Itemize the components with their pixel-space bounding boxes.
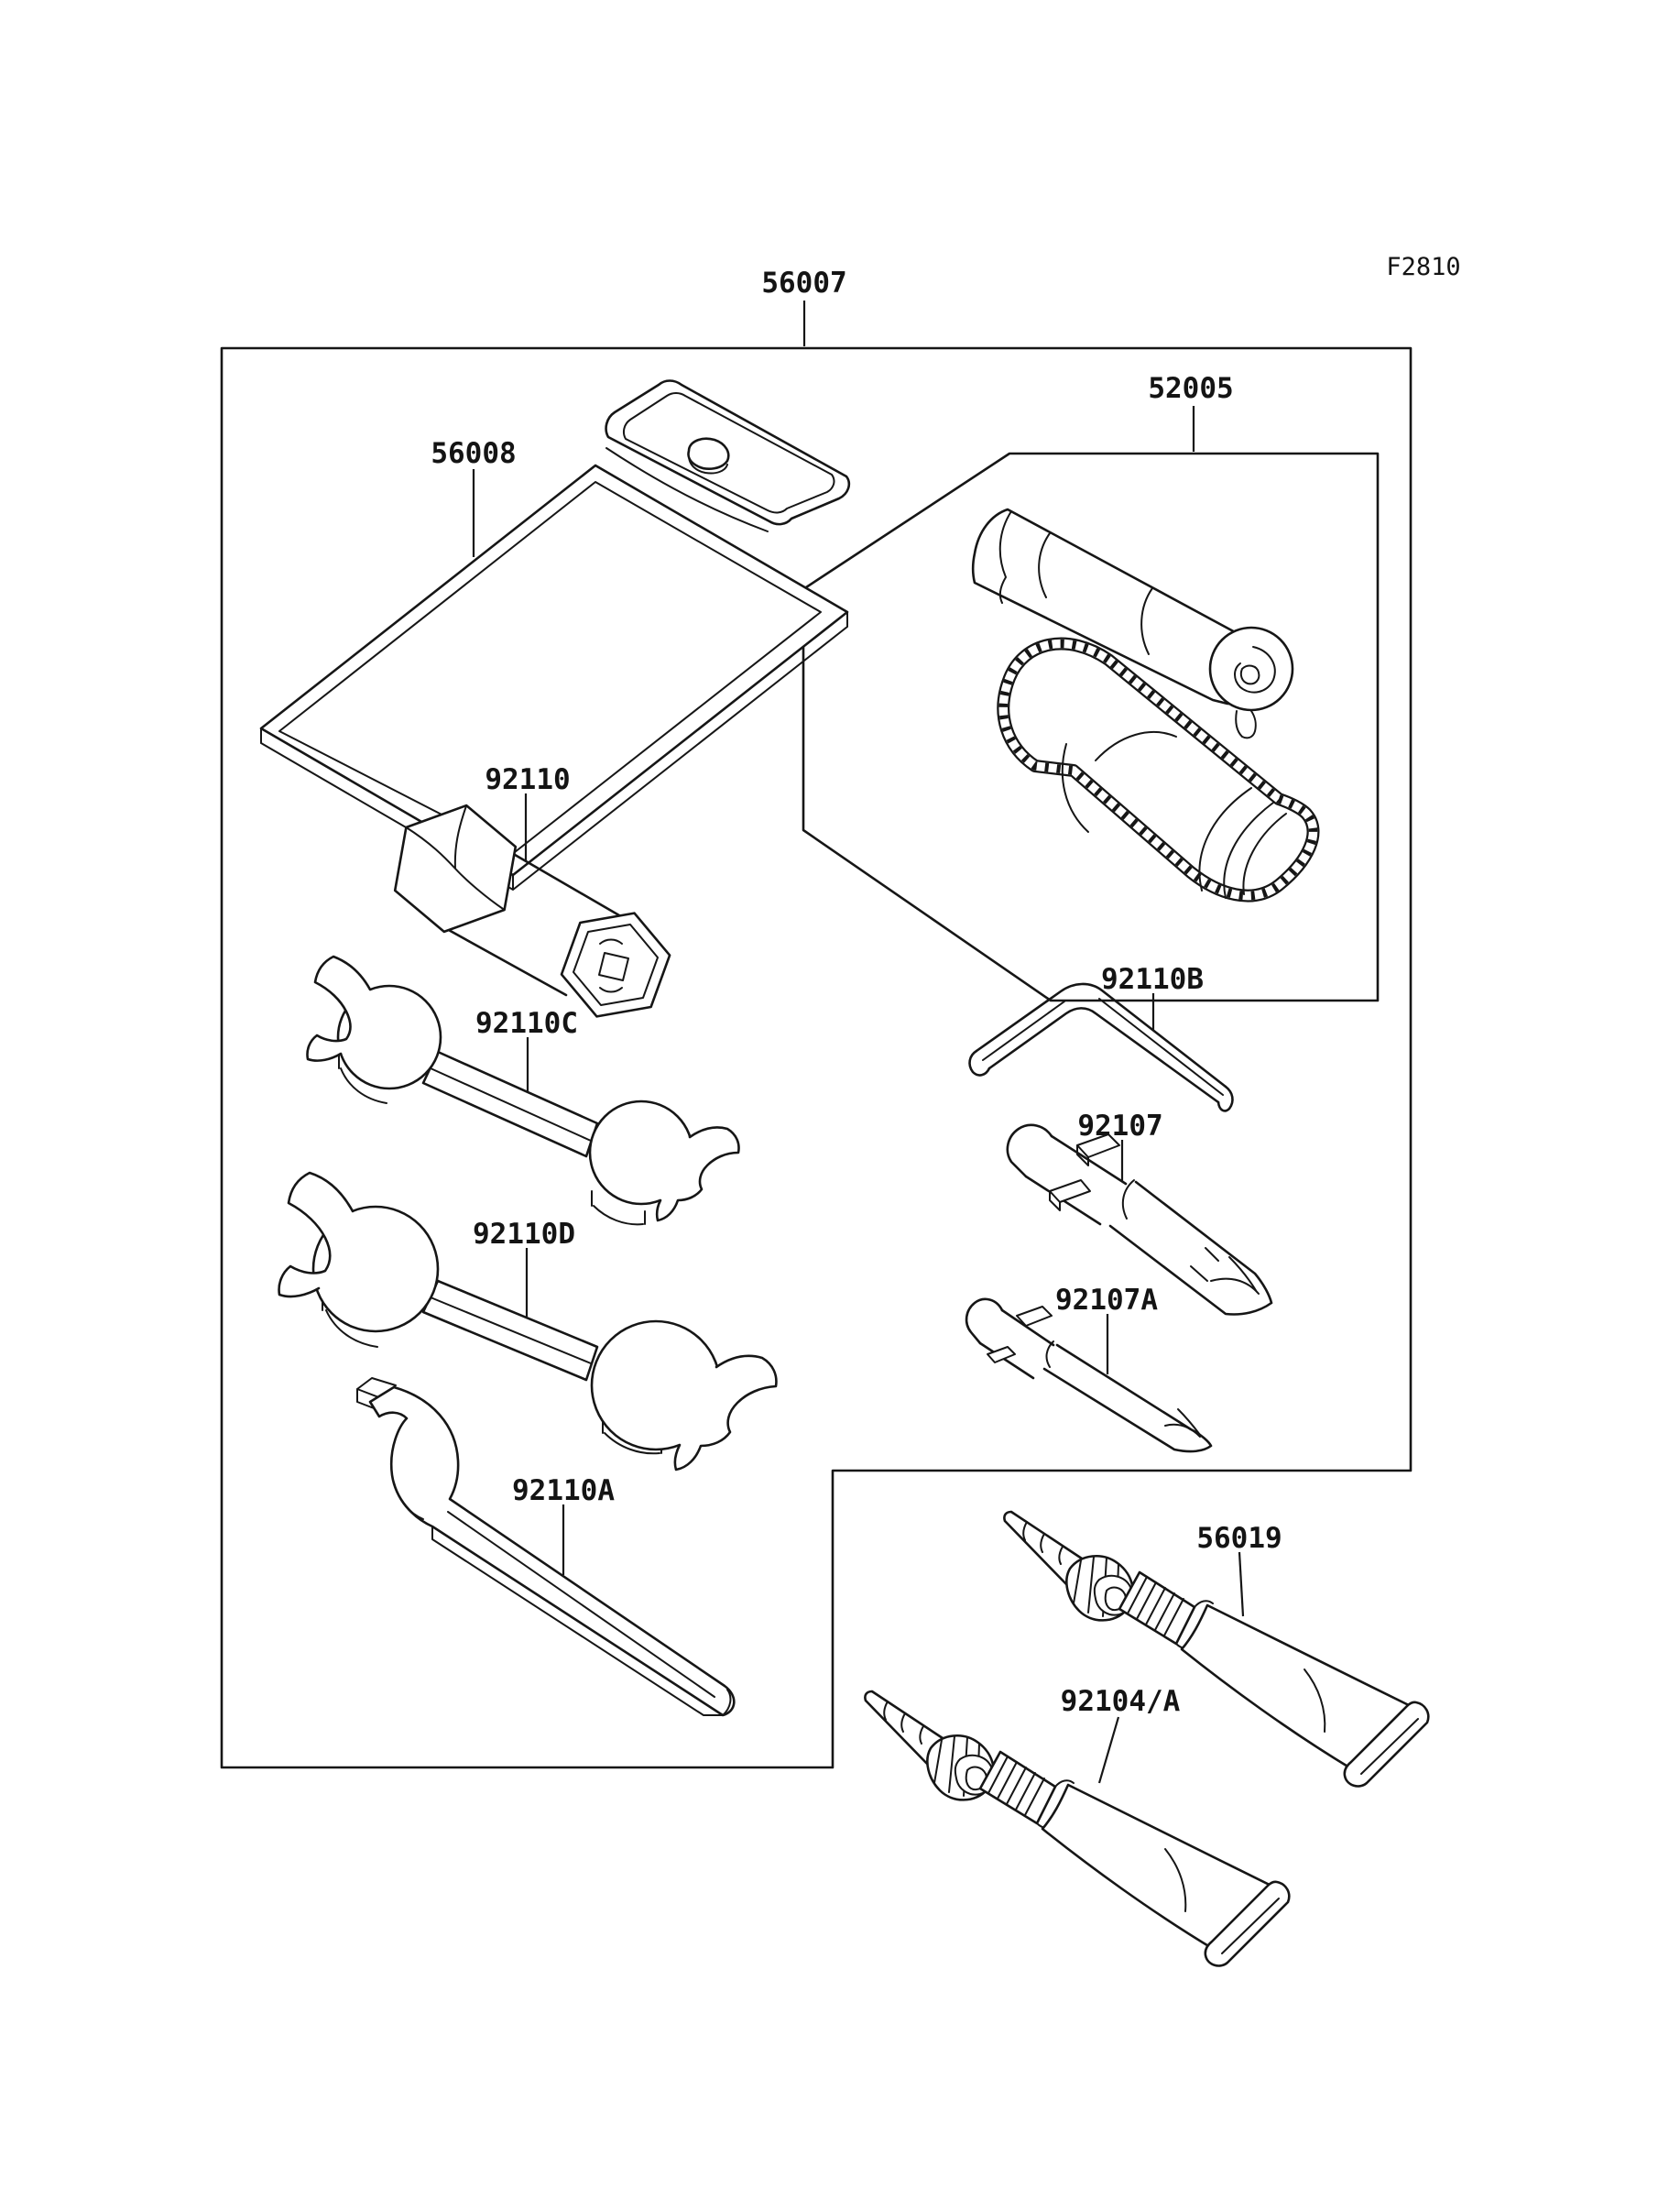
screwdriver-bit-small-drawing	[966, 1299, 1211, 1451]
part-label-92110: 92110	[485, 763, 571, 796]
part-label-56008: 56008	[431, 437, 517, 470]
open-end-wrench-drawing	[307, 957, 738, 1224]
leader-56019	[1239, 1552, 1243, 1616]
tool-bag-drawing	[261, 381, 849, 891]
kit-pouch-contents-drawing	[973, 509, 1313, 898]
part-label-56007: 56007	[761, 267, 847, 300]
grease-tube-drawing	[865, 1691, 1289, 1965]
part-label-92110b: 92110B	[1101, 963, 1204, 996]
part-label-92107: 92107	[1077, 1110, 1163, 1143]
part-label-92104a: 92104/A	[1060, 1685, 1181, 1718]
part-label-92110a: 92110A	[512, 1474, 615, 1507]
part-label-92110d: 92110D	[473, 1218, 575, 1251]
part-label-92107a: 92107A	[1055, 1284, 1158, 1317]
leader-92104a	[1099, 1717, 1118, 1783]
part-label-92110c: 92110C	[475, 1007, 578, 1040]
part-label-52005: 52005	[1148, 372, 1234, 405]
part-label-56019: 56019	[1196, 1522, 1282, 1555]
hex-key-drawing	[970, 984, 1233, 1110]
figure-code: F2810	[1386, 253, 1461, 281]
